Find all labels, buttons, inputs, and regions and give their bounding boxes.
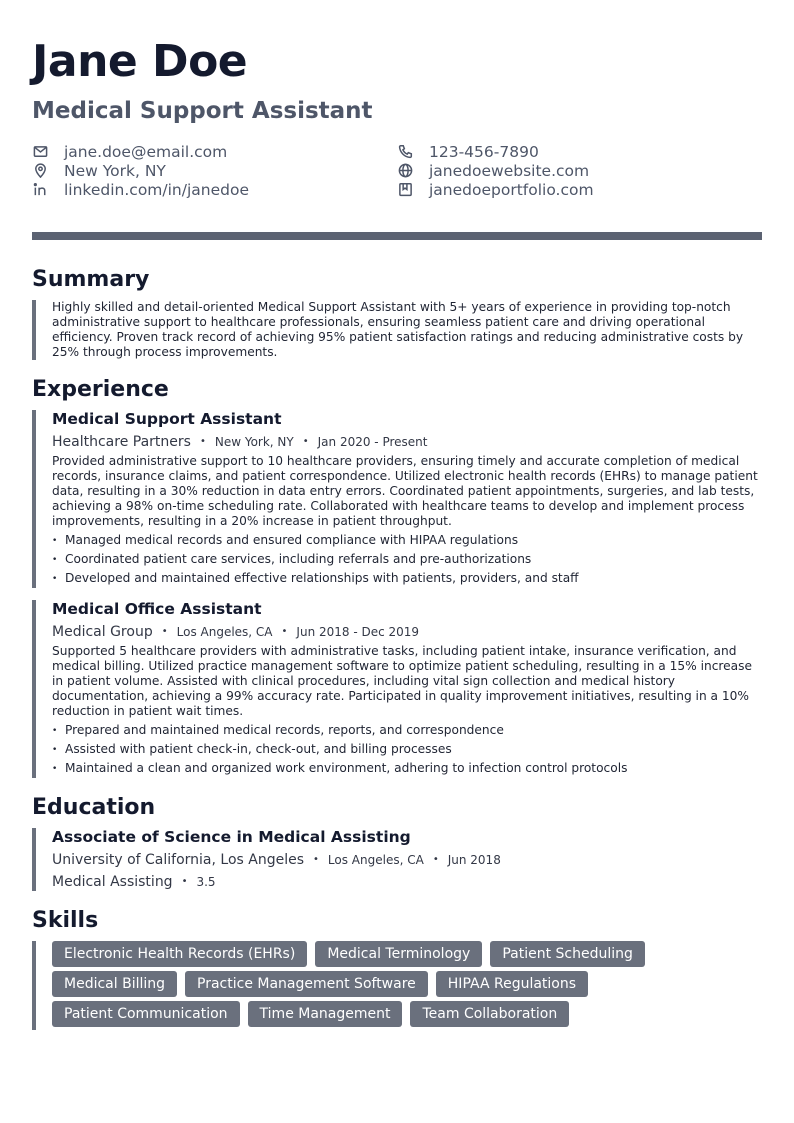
job-location: New York, NY xyxy=(214,435,294,449)
school-location: Los Angeles, CA xyxy=(327,853,424,867)
summary-block xyxy=(32,300,762,360)
list-item: • Assisted with patient check-in, check-out, and billing processes xyxy=(52,740,762,759)
gpa-value: 3.5 xyxy=(196,875,216,889)
separator-dot: • xyxy=(161,626,168,637)
education-heading: Education xyxy=(32,795,156,820)
skill-tag: Medical Billing xyxy=(52,971,177,997)
contact-email[interactable] xyxy=(32,142,397,161)
separator-dot: • xyxy=(199,436,206,447)
skill-tag: Team Collaboration xyxy=(410,1001,569,1027)
header-divider xyxy=(32,232,762,240)
contact-info xyxy=(32,142,762,199)
separator-dot: • xyxy=(181,876,188,887)
phone-text: 123-456-7890 xyxy=(429,142,539,161)
skill-tag: Patient Communication xyxy=(52,1001,240,1027)
job-description: Supported 5 healthcare providers with administrative tasks, including patient intake, insurance verification, and medical billing. Utilized practice management software to optimize patient scheduling, resulting in a 15% increase in patient volume. Assisted with clinical procedures, including vital sign collection and medical history documentation, achieving a 99% accuracy rate. Participated in quality improvement initiatives, resulting in a 10% reduction in patient wait times. xyxy=(52,644,752,718)
separator-dot: • xyxy=(313,854,319,865)
skill-tag: Time Management xyxy=(248,1001,403,1027)
contact-location xyxy=(32,161,397,180)
contact-column-left xyxy=(32,142,397,199)
contact-phone[interactable] xyxy=(397,142,762,161)
skills-row xyxy=(52,941,762,967)
job-meta xyxy=(52,623,762,641)
experience-heading: Experience xyxy=(32,377,169,402)
summary-section xyxy=(32,266,762,360)
field-of-study: Medical Assisting xyxy=(52,874,173,890)
job-bullets xyxy=(52,721,762,778)
location-icon xyxy=(32,163,48,179)
list-item: • Developed and maintained effective relationships with patients, providers, and staff xyxy=(52,569,762,588)
contact-portfolio[interactable] xyxy=(397,180,762,199)
summary-heading: Summary xyxy=(32,267,150,292)
contact-linkedin[interactable] xyxy=(32,180,397,199)
globe-icon xyxy=(397,163,413,179)
skills-heading: Skills xyxy=(32,908,99,933)
email-text: jane.doe@email.com xyxy=(64,142,228,161)
list-item: • Managed medical records and ensured compliance with HIPAA regulations xyxy=(52,531,762,550)
skills-row xyxy=(52,971,762,997)
website-text: janedoewebsite.com xyxy=(429,161,590,180)
contact-column-right xyxy=(397,142,762,199)
job-dates: Jun 2018 - Dec 2019 xyxy=(296,625,420,639)
email-icon xyxy=(32,144,48,160)
skills-list xyxy=(32,941,762,1030)
job-bullets xyxy=(52,531,762,588)
contact-website[interactable] xyxy=(397,161,762,180)
job-location: Los Angeles, CA xyxy=(176,625,273,639)
position-title: Medical Support Assistant xyxy=(52,410,282,428)
separator-dot: • xyxy=(432,854,439,865)
candidate-name: Jane Doe xyxy=(32,36,248,87)
list-item: • Maintained a clean and organized work environment, adhering to infection control protocols xyxy=(52,759,762,778)
company-name: Medical Group xyxy=(52,624,153,640)
education-field xyxy=(52,873,762,891)
list-item: • Prepared and maintained medical records, reports, and correspondence xyxy=(52,721,762,740)
education-meta xyxy=(52,851,762,869)
location-text: New York, NY xyxy=(64,161,166,180)
skills-section xyxy=(32,907,762,1030)
separator-dot: • xyxy=(302,436,309,447)
education-entry xyxy=(32,828,762,891)
skill-tag: Practice Management Software xyxy=(185,971,428,997)
education-section xyxy=(32,794,762,891)
skill-tag: Patient Scheduling xyxy=(490,941,645,967)
school-name: University of California, Los Angeles xyxy=(52,852,305,868)
list-item: • Coordinated patient care services, including referrals and pre-authorizations xyxy=(52,550,762,569)
degree-title: Associate of Science in Medical Assisting xyxy=(52,828,411,846)
company-name: Healthcare Partners xyxy=(52,434,191,450)
experience-section xyxy=(32,376,762,778)
graduation-date: Jun 2018 xyxy=(447,853,501,867)
experience-entry xyxy=(32,410,762,588)
linkedin-text: linkedin.com/in/janedoe xyxy=(64,180,249,199)
phone-icon xyxy=(397,144,413,160)
portfolio-text: janedoeportfolio.com xyxy=(429,180,594,199)
skill-tag: Medical Terminology xyxy=(315,941,482,967)
job-meta xyxy=(52,433,762,451)
position-title: Medical Office Assistant xyxy=(52,600,262,618)
experience-entry xyxy=(32,600,762,778)
job-title: Medical Support Assistant xyxy=(32,98,373,124)
skill-tag: HIPAA Regulations xyxy=(436,971,588,997)
linkedin-icon xyxy=(32,182,48,198)
summary-text: Highly skilled and detail-oriented Medical Support Assistant with 5+ years of experience in providing top-notch administrative support to healthcare professionals, ensuring seamless patient care and driving operational efficiency. Proven track record of achieving 95% patient satisfaction ratings and reducing administrative costs by 25% through process improvements. xyxy=(52,300,744,359)
skills-row xyxy=(52,1001,762,1027)
separator-dot: • xyxy=(281,626,288,637)
portfolio-icon xyxy=(397,182,413,198)
job-description: Provided administrative support to 10 healthcare providers, ensuring timely and accurate completion of medical records, insurance claims, and patient correspondence. Utilized electronic health records (EHRs) to manage patient data, resulting in a 30% reduction in data entry errors. Coordinated patient appointments, surgeries, and lab tests, achieving a 98% on-time scheduling rate. Collaborated with healthcare teams to develop and implement process improvements, resulting in a 20% increase in patient throughput. xyxy=(52,454,758,528)
skill-tag: Electronic Health Records (EHRs) xyxy=(52,941,307,967)
job-dates: Jan 2020 - Present xyxy=(317,435,428,449)
